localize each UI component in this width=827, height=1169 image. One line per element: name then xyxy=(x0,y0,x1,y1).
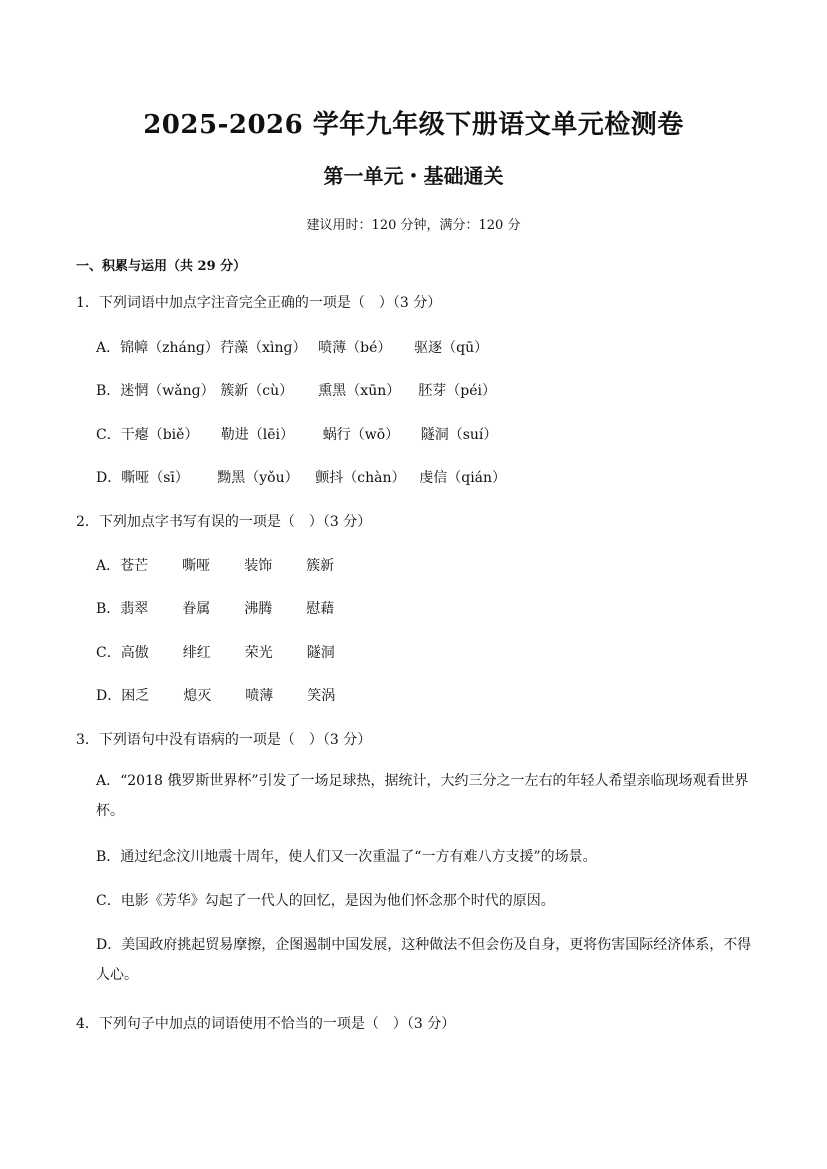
option-word: 沸腾 xyxy=(244,601,273,617)
option-word: 虔信（qián） xyxy=(419,470,507,486)
option-label: B． xyxy=(96,601,121,617)
exam-meta: 建议用时：120 分钟，满分：120 分 xyxy=(306,218,521,233)
option-label: A． xyxy=(96,340,121,356)
option-word: 熏黑（xūn） xyxy=(318,383,401,399)
option-word: 熄灭 xyxy=(183,688,212,704)
option-word: 锦幛（zhánɡ） xyxy=(120,340,219,356)
option-word: 嘶哑 xyxy=(182,558,211,574)
option-label: C． xyxy=(96,427,121,443)
option-label: B． xyxy=(96,383,121,399)
option-word: 黝黑（yǒu） xyxy=(217,470,299,486)
question-3-option-a: A．“2018 俄罗斯世界杯”引发了一场足球热，据统计，大约三分之一左右的年轻人希望亲临现场观看世界杯。 xyxy=(96,773,749,819)
option-label: A． xyxy=(96,558,121,574)
option-word: 荣光 xyxy=(244,645,273,661)
question-3-option-d: D．美国政府挑起贸易摩擦，企图遏制中国发展，这种做法不但会伤及自身，更将伤害国际经济体系，不得人心。 xyxy=(96,937,752,983)
option-word: 簇新（cù） xyxy=(220,383,294,399)
option-word: 勒进（lēi） xyxy=(220,427,294,443)
option-word: 荇藻（xìnɡ） xyxy=(220,340,307,356)
option-word: 困乏 xyxy=(121,688,150,704)
option-word: 眷属 xyxy=(182,601,211,617)
option-word: 隧洞（suí） xyxy=(420,427,498,443)
option-word: 隧洞 xyxy=(306,645,335,661)
option-word: 喷薄 xyxy=(245,688,274,704)
option-word: 慰藉 xyxy=(306,601,335,617)
question-2-option-a xyxy=(96,555,334,575)
question-1-option-c xyxy=(96,424,497,444)
option-word: 蜗行（wō） xyxy=(322,427,400,443)
question-1-option-d xyxy=(96,467,506,487)
question-1-option-b xyxy=(96,380,496,400)
question-3-option-b: B．通过纪念汶川地震十周年，使人们又一次重温了“一方有难八方支援”的场景。 xyxy=(96,849,597,865)
option-word: 绯红 xyxy=(182,645,211,661)
option-word: 干瘪（biě） xyxy=(120,427,199,443)
option-word: 驱逐（qū） xyxy=(414,340,489,356)
page-title: 2025-2026 学年九年级下册语文单元检测卷 xyxy=(143,110,684,140)
option-word: 迷惘（wǎnɡ） xyxy=(120,383,215,399)
option-label: D． xyxy=(96,470,122,486)
option-label: D． xyxy=(96,688,122,704)
option-word: 装饰 xyxy=(244,558,273,574)
option-word: 簇新 xyxy=(306,558,335,574)
option-word: 颤抖（chàn） xyxy=(315,470,406,486)
question-2-option-d xyxy=(96,685,335,705)
option-word: 苍芒 xyxy=(120,558,149,574)
question-1-stem: 1．下列词语中加点字注音完全正确的一项是（ ）（3 分） xyxy=(76,295,442,311)
option-word: 嘶哑（sī） xyxy=(121,470,189,486)
option-word: 翡翠 xyxy=(120,601,149,617)
question-1-option-a xyxy=(96,337,488,357)
option-label: C． xyxy=(96,645,121,661)
option-word: 笑涡 xyxy=(307,688,336,704)
question-4-stem: 4．下列句子中加点的词语使用不恰当的一项是（ ）（3 分） xyxy=(76,1016,456,1032)
question-2-option-b xyxy=(96,598,334,618)
section-heading: 一、积累与运用（共 29 分） xyxy=(76,259,247,274)
option-word: 胚芽（péi） xyxy=(418,383,497,399)
question-3-option-c: C．电影《芳华》勾起了一代人的回忆，是因为他们怀念那个时代的原因。 xyxy=(96,893,555,909)
option-word: 高傲 xyxy=(120,645,149,661)
question-3-stem: 3．下列语句中没有语病的一项是（ ）（3 分） xyxy=(76,732,372,748)
unit-subtitle: 第一单元・基础通关 xyxy=(323,164,504,188)
option-word: 喷薄（bé） xyxy=(318,340,392,356)
question-2-stem: 2．下列加点字书写有误的一项是（ ）（3 分） xyxy=(76,514,372,530)
question-2-option-c xyxy=(96,642,335,662)
